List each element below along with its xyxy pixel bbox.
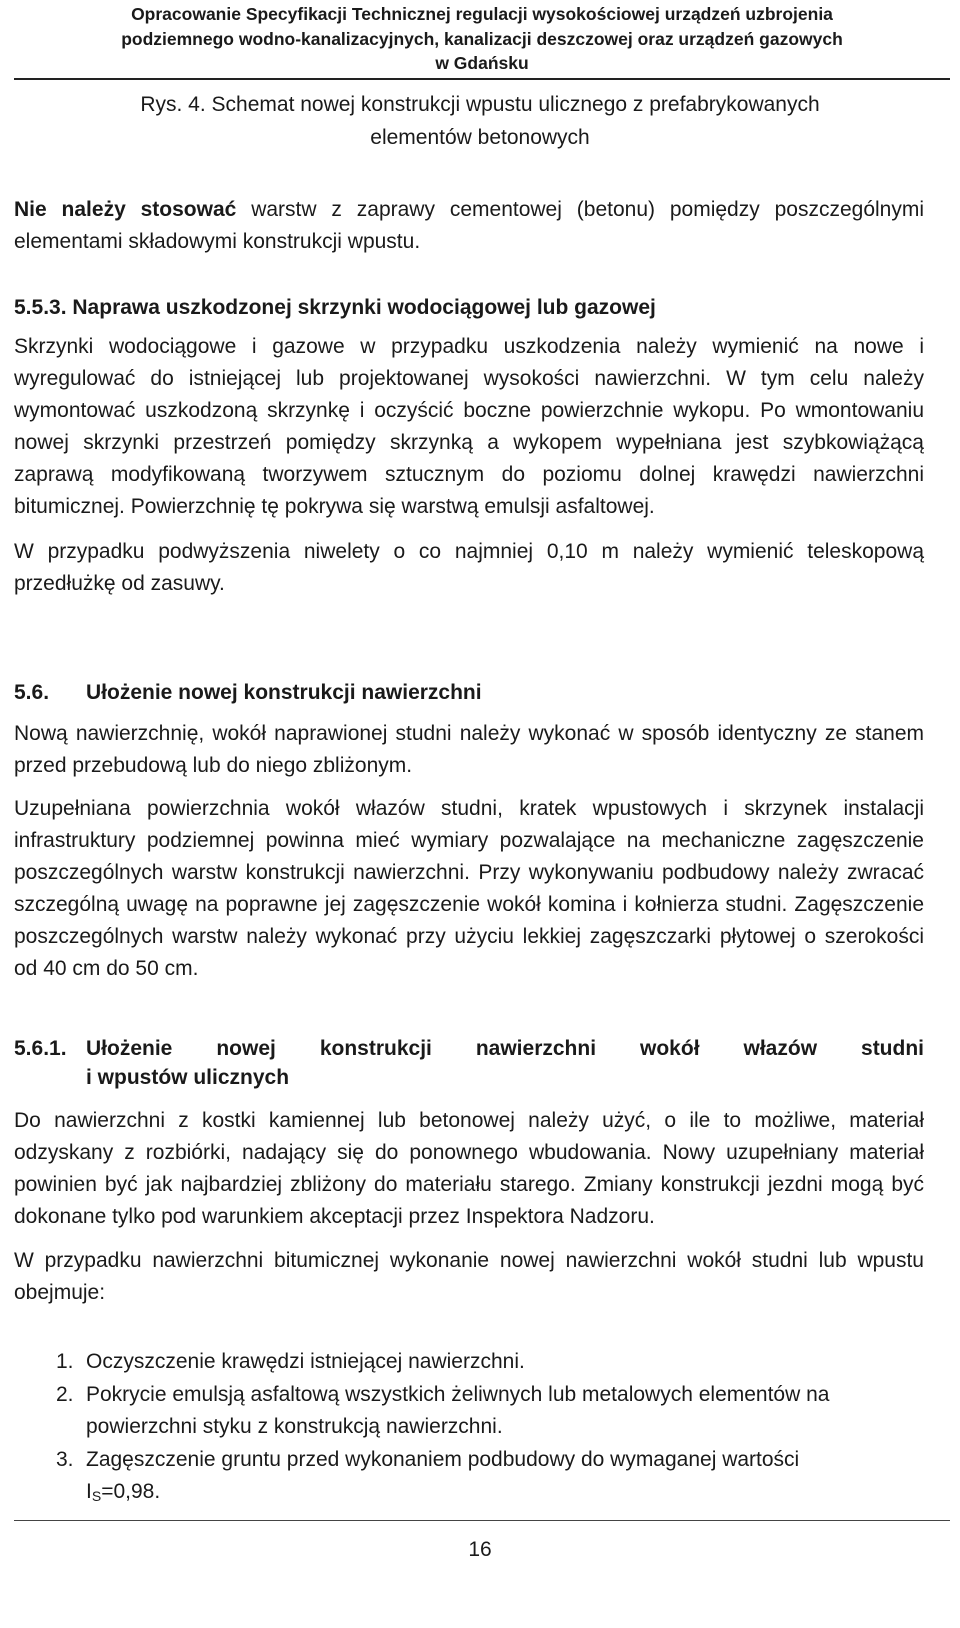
footer-divider	[14, 1520, 950, 1521]
header-line-2: podziemnego wodno-kanalizacyjnych, kanalizacji deszczowej oraz urządzeń gazowych	[121, 28, 843, 49]
section-5-6	[14, 677, 924, 985]
list-text: Zagęszczenie gruntu przed wykonaniem podbudowy do wymaganej wartości	[86, 1448, 800, 1471]
formula-value: =0,98.	[101, 1480, 161, 1503]
page-number: 16	[468, 1538, 492, 1561]
section-number: 5.5.3.	[14, 296, 67, 319]
list-text: Pokrycie emulsją asfaltową wszystkich żeliwnych lub metalowych elementów na powierzchni styku z konstrukcją nawierzchni.	[86, 1383, 830, 1438]
list-number: 2.	[56, 1383, 74, 1406]
document-header	[14, 2, 950, 80]
list-item	[56, 1444, 924, 1512]
formula-subscript: S	[91, 1488, 102, 1504]
paragraph: W przypadku nawierzchni bitumicznej wykonanie nowej nawierzchni wokół studni lub wpustu obejmuje:	[14, 1249, 924, 1304]
caption-line-2: elementów betonowych	[370, 126, 590, 149]
list-number: 1.	[56, 1350, 74, 1373]
paragraph: Do nawierzchni z kostki kamiennej lub betonowej należy użyć, o ile to możliwe, materiał odzyskany z rozbiórki, nadający się do ponownego wbudowania. Nowy uzupełniany materiał powinien być jak najbardziej zbliżony do materiału starego. Zmiany konstrukcji jezdni mogą być dokonane tylko pod warunkiem akceptacji przez Inspektora Nadzoru.	[14, 1109, 924, 1228]
note-bold: Nie należy stosować	[14, 198, 237, 221]
paragraph: Nową nawierzchnię, wokół naprawionej studni należy wykonać w sposób identyczny ze stanem przed przebudową lub do niego zbliżonym.	[14, 722, 924, 777]
section-heading	[14, 292, 924, 324]
paragraph: W przypadku podwyższenia niwelety o co najmniej 0,10 m należy wymienić teleskopową przedłużkę od zasuwy.	[14, 540, 924, 595]
section-title: Ułożenie nowej konstrukcji nawierzchni	[86, 681, 482, 704]
section-5-6-1	[14, 1033, 924, 1309]
list-text: Oczyszczenie krawędzi istniejącej nawierzchni.	[86, 1350, 525, 1373]
paragraph: Skrzynki wodociągowe i gazowe w przypadku uszkodzenia należy wymienić na nowe i wyregulować do istniejącej lub projektowanej wysokości nawierzchni. W tym celu należy wymontować uszkodzoną skrzynkę i oczyścić boczne powierzchnie wykopu. Po wmontowaniu nowej skrzynki przestrzeń pomiędzy skrzynką a wykopem wypełniana jest szybkowiążącą zaprawą modyfikowaną tworzywem sztucznym do poziomu dolnej krawędzi nawierzchni bitumicznej. Powierzchnię tę pokrywa się warstwą emulsji asfaltowej.	[14, 335, 924, 518]
header-line-1: Opracowanie Specyfikacji Technicznej regulacji wysokościowej urządzeń uzbrojenia	[131, 4, 833, 24]
list-item	[56, 1346, 924, 1378]
section-number: 5.6.1.	[14, 1037, 67, 1060]
section-title: Naprawa uszkodzonej skrzynki wodociągowej lub gazowej	[72, 296, 656, 319]
formula-symbol: I	[86, 1480, 92, 1503]
section-heading	[14, 677, 924, 709]
list-number: 3.	[56, 1448, 74, 1471]
paragraph: Uzupełniana powierzchnia wokół włazów studni, kratek wpustowych i skrzynek instalacji infrastruktury podziemnej powinna mieć wymiary pozwalające na mechaniczne zagęszczenie poszczególnych warstw konstrukcji nawierzchni. Przy wykonywaniu podbudowy należy zwracać szczególną uwagę na poprawne jej zagęszczenie wokół komina i kołnierza studni. Zagęszczenie poszczególnych warstw należy wykonać przy użyciu lekkiej zagęszczarki płytowej o szerokości od 40 cm do 50 cm.	[14, 797, 924, 980]
section-heading	[14, 1033, 924, 1065]
section-5-5-3	[14, 292, 924, 600]
note-paragraph	[14, 194, 924, 258]
numbered-list	[56, 1346, 924, 1512]
section-number: 5.6.	[14, 681, 50, 704]
figure-caption	[40, 88, 920, 154]
note-text: warstw z zaprawy cementowej (betonu) pomiędzy poszczególnymi elementami składowymi konstrukcji wpustu.	[14, 198, 925, 253]
section-title-line-1: Ułożenie nowej konstrukcji nawierzchni wokół włazów studni	[86, 1037, 924, 1060]
section-title-line-2: i wpustów ulicznych	[86, 1066, 290, 1089]
list-item	[56, 1379, 924, 1443]
caption-line-1: Rys. 4. Schemat nowej konstrukcji wpustu ulicznego z prefabrykowanych	[140, 93, 820, 116]
header-line-3: w Gdańsku	[435, 53, 529, 73]
